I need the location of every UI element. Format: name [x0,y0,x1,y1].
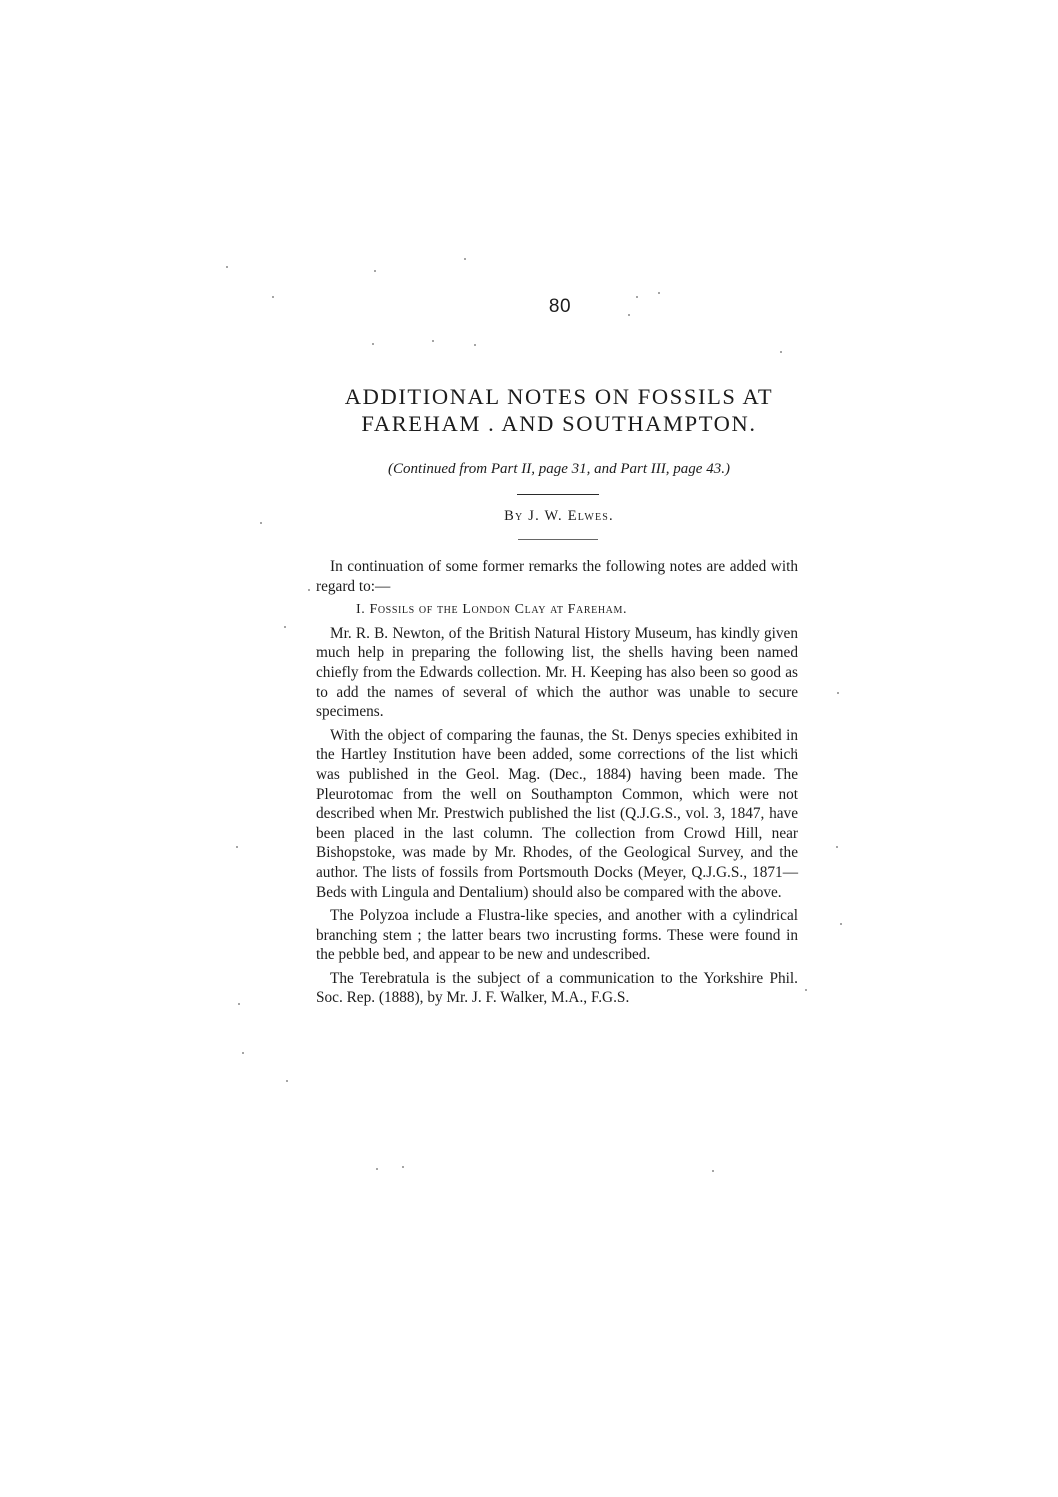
body-paragraph-2: With the object of comparing the faunas, the St. Denys species exhibited in the Hartley Institution have been added, some corrections of the list which was published in the Geol. Mag. (Dec., 1884) having been made. The Pleurotomac from the well on Southampton Common, which were not described when Mr. Prestwich published the list (Q.J.G.S., vol. 3, 1847, have been placed in the last column. The collection from Crowd Hill, near Bishopstoke, was made by Mr. Rhodes, of the Geological Survey, and the author. The lists of fossils from Portsmouth Docks (Meyer, Q.J.G.S., 1871—Beds with Lingula and Dentalium) should also be compared with the above. [316,726,798,901]
intro-paragraph: In continuation of some former remarks the following notes are added with regard to:— [316,558,798,595]
article-title-line-2: FAREHAM . AND SOUTHAMPTON. [361,411,757,436]
byline-divider [518,539,598,540]
body-paragraph-3: The Polyzoa include a Flustra-like species, and another with a cylindrical branching stem ; the latter bears two incrusting forms. These were found in the pebble bed, and appear to be new and undescribed. [316,907,798,964]
section-heading: I. Fossils of the London Clay at Fareham. [356,602,628,618]
author-byline: By J. W. Elwes. [504,508,614,524]
body-paragraph-1: Mr. R. B. Newton, of the British Natural History Museum, has kindly given much help in preparing the following list, the shells having been named chiefly from the Edwards collection. Mr. H. Keeping has also been so good as to add the names of several of which the author was unable to secure specimens. [316,624,798,721]
page-number: 80 [548,296,572,317]
continuation-note: (Continued from Part II, page 31, and Part III, page 43.) [388,461,730,477]
title-divider [517,494,599,495]
body-paragraph-4: The Terebratula is the subject of a communication to the Yorkshire Phil. Soc. Rep. (1888), by Mr. J. F. Walker, M.A., F.G.S. [316,969,798,1007]
article-title [300,383,818,437]
article-title-line-1: ADDITIONAL NOTES ON FOSSILS AT [344,384,774,409]
article-body [316,557,798,1012]
